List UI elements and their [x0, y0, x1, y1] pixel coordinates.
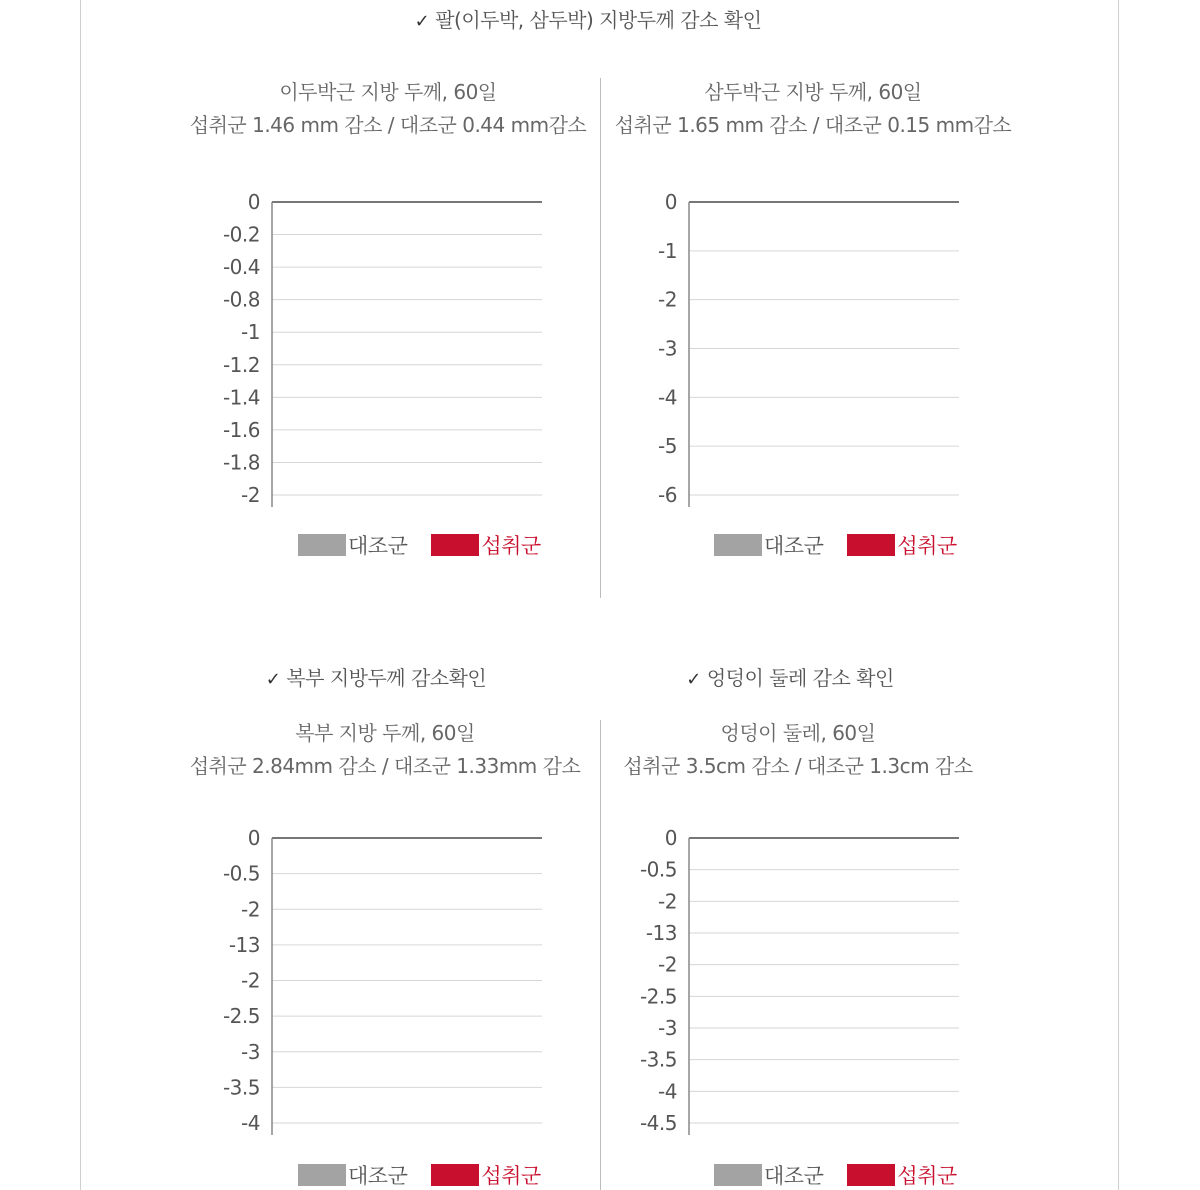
- hip-section-heading-text: 엉덩이 둘레 감소 확인: [706, 666, 894, 690]
- y-tick-label: -1.6: [222, 417, 260, 442]
- y-tick-label: -2.5: [222, 1004, 260, 1029]
- y-tick-label: -3.5: [222, 1075, 260, 1100]
- chart4-legend: [714, 1160, 981, 1190]
- chart4-title-line2: 섭취군 3.5cm 감소 / 대조군 1.3cm 감소: [623, 754, 973, 778]
- arm-section-heading: [415, 4, 762, 33]
- legend-label-intake: 섭취군: [481, 1164, 541, 1188]
- legend-label-control: 대조군: [764, 1164, 824, 1188]
- legend-swatch-intake: [431, 1164, 479, 1186]
- legend-item-intake: [847, 1160, 956, 1190]
- chart1-legend: [298, 530, 565, 560]
- left-frame-line: [80, 0, 81, 1190]
- y-tick-label: -2: [241, 968, 260, 993]
- center-divider-top: [600, 78, 601, 598]
- chart3-title-line2: 섭취군 2.84mm 감소 / 대조군 1.33mm 감소: [189, 754, 581, 778]
- center-divider-bottom: [600, 720, 601, 1190]
- legend-item-control: [298, 1160, 407, 1190]
- chart4-title-line1: 엉덩이 둘레, 60일: [720, 721, 876, 745]
- y-tick-label: -0.5: [222, 861, 260, 886]
- y-tick-label: -4: [241, 1111, 260, 1135]
- y-tick-label: -2: [658, 952, 677, 977]
- legend-swatch-intake: [847, 1164, 895, 1186]
- y-tick-label: -3.5: [639, 1047, 677, 1072]
- legend-swatch-control: [714, 1164, 762, 1186]
- y-tick-label: -2: [658, 287, 677, 312]
- y-tick-label: -1.2: [222, 352, 260, 377]
- legend-item-control: [298, 530, 407, 560]
- y-tick-label: -4: [658, 1079, 677, 1104]
- abdomen-section-heading: [266, 662, 487, 691]
- y-tick-label: -1.8: [222, 450, 260, 475]
- y-tick-label: -3: [658, 336, 677, 361]
- hip-section-heading: [686, 662, 894, 691]
- y-tick-label: -0.2: [222, 222, 260, 247]
- y-tick-label: -1: [241, 320, 260, 345]
- chart2-legend: [714, 530, 981, 560]
- check-icon: ✓: [265, 669, 281, 690]
- y-tick-label: -2: [241, 483, 260, 507]
- y-tick-label: -2: [658, 889, 677, 914]
- abdomen-section-heading-text: 복부 지방두께 감소확인: [286, 666, 487, 690]
- y-tick-label: -3: [241, 1039, 260, 1064]
- legend-label-intake: 섭취군: [897, 534, 957, 558]
- legend-swatch-intake: [431, 534, 479, 556]
- chart2-title-line1: 삼두박근 지방 두께, 60일: [704, 80, 922, 104]
- y-tick-label: -13: [645, 921, 677, 945]
- chart1-plot: [200, 190, 540, 510]
- legend-label-control: 대조군: [348, 1164, 408, 1188]
- legend-swatch-control: [298, 1164, 346, 1186]
- legend-swatch-control: [714, 534, 762, 556]
- y-tick-label: -4.5: [639, 1111, 677, 1135]
- y-tick-label: -0.8: [222, 287, 260, 312]
- chart2-title-line2: 섭취군 1.65 mm 감소 / 대조군 0.15 mm감소: [614, 113, 1012, 137]
- legend-label-intake: 섭취군: [897, 1164, 957, 1188]
- y-tick-label: -0.4: [222, 255, 260, 280]
- y-tick-label: -1: [658, 238, 677, 263]
- y-tick-label: -3: [658, 1016, 677, 1040]
- chart3-plot: [200, 826, 540, 1136]
- legend-swatch-control: [298, 534, 346, 556]
- y-tick-label: -2.5: [639, 984, 677, 1009]
- y-tick-label: 0: [247, 826, 260, 850]
- y-tick-label: 0: [664, 190, 677, 214]
- y-tick-label: -4: [658, 385, 677, 410]
- y-tick-label: -6: [658, 483, 677, 507]
- chart1-title-line2: 섭취군 1.46 mm 감소 / 대조군 0.44 mm감소: [189, 113, 587, 137]
- legend-item-intake: [847, 530, 956, 560]
- check-icon: ✓: [414, 11, 430, 32]
- chart2-plot: [617, 190, 957, 510]
- legend-item-control: [714, 1160, 823, 1190]
- legend-item-intake: [431, 530, 540, 560]
- y-tick-label: 0: [247, 190, 260, 214]
- legend-label-control: 대조군: [348, 534, 408, 558]
- y-tick-label: -13: [228, 932, 260, 957]
- y-tick-label: -5: [658, 434, 677, 459]
- legend-item-intake: [431, 1160, 540, 1190]
- chart4-plot: [617, 826, 957, 1136]
- check-icon: ✓: [686, 669, 701, 690]
- y-tick-label: -0.5: [639, 857, 677, 882]
- legend-label-control: 대조군: [764, 534, 824, 558]
- legend-item-control: [714, 530, 823, 560]
- y-tick-label: -1.4: [222, 385, 260, 410]
- chart3-legend: [298, 1160, 565, 1190]
- y-tick-label: 0: [664, 826, 677, 850]
- legend-label-intake: 섭취군: [481, 534, 541, 558]
- chart1-title-line1: 이두박근 지방 두께, 60일: [279, 80, 497, 104]
- chart3-title-line1: 복부 지방 두께, 60일: [295, 721, 475, 745]
- y-tick-label: -2: [241, 897, 260, 922]
- right-frame-line: [1118, 0, 1119, 1190]
- legend-swatch-intake: [847, 534, 895, 556]
- arm-section-heading-text: 팔(이두박, 삼두박) 지방두께 감소 확인: [435, 8, 762, 32]
